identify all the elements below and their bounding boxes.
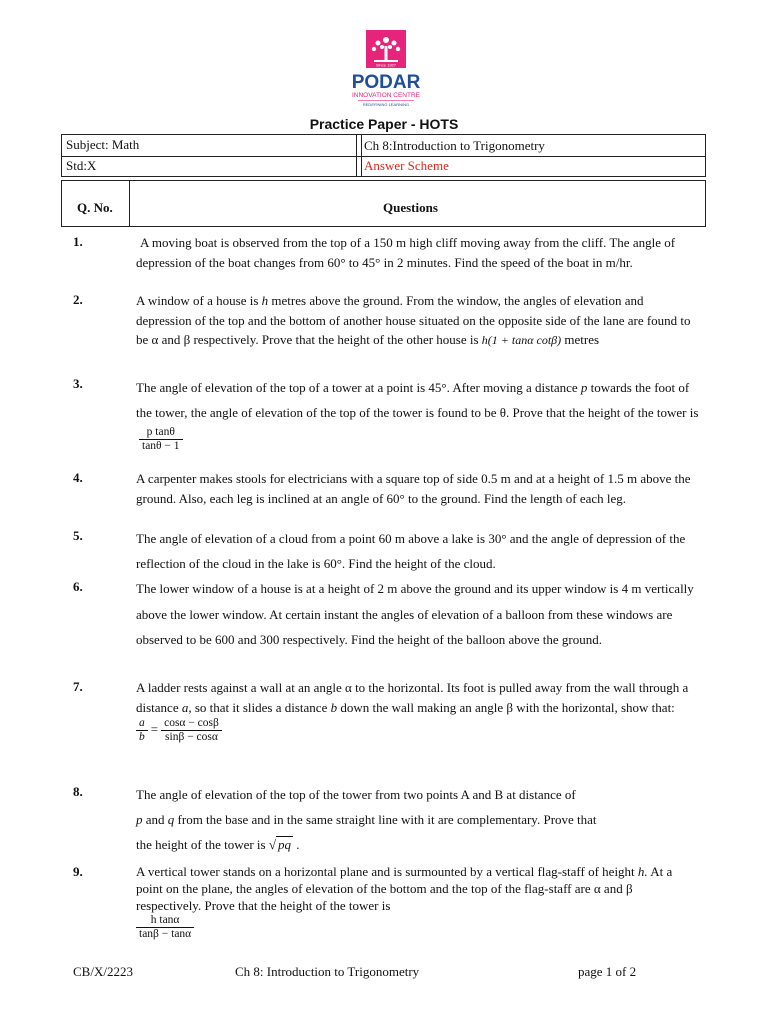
question-number: 6. [73,579,83,594]
std-label: Std:X [66,158,97,173]
svg-text:Since 1927: Since 1927 [375,62,397,68]
questions-header: Questions [383,200,438,215]
footer-page: page 1 of 2 [578,964,637,979]
svg-text:INNOVATION CENTRE: INNOVATION CENTRE [351,92,421,99]
svg-text:REDEFINING LEARNING: REDEFINING LEARNING [362,102,410,107]
question-number: 1. [73,234,83,249]
question-number: 5. [73,528,83,543]
question-number: 7. [73,679,83,694]
question-text: A window of a house is h metres above the ground. From the window, the angles of elevation and depression of the top and the bottom of another house situated on the opposite side of the lane are found to be α and β respectively. Prove that the height of the other house is h(1 + tanα cotβ) metres [136,293,691,347]
chapter-label: Ch 8:Introduction to Trigonometry [364,138,545,153]
footer-code: CB/X/2223 [73,964,133,979]
question-number: 3. [73,376,83,391]
subject-label: Subject: Math [66,137,140,152]
qno-header: Q. No. [77,200,113,215]
question-text: The angle of elevation of a cloud from a point 60 m above a lake is 30° and the angle of depression of the reflection of the cloud in the lake is 60°. Find the height of the cloud. [136,531,686,571]
question-number: 9. [73,864,83,879]
podar-logo [336,28,436,112]
question-text: The angle of elevation of the top of a tower at a point is 45°. After moving a distance p towards the foot of the tower, the angle of elevation of the top of the tower is found to be θ. Prove that the height of the tower is $\frac{\text{p tanθ}}{\tan\theta - 1}$ [136,380,699,452]
answer-scheme-label: Answer Scheme [364,158,449,173]
fraction: $\frac{\text{h tanα}}{\tan\beta - \tan\alpha}$ [136,914,194,941]
footer-chapter: Ch 8: Introduction to Trigonometry [235,964,420,979]
question-text: The lower window of a house is at a height of 2 m above the ground and its upper window is 4 m vertically above the lower window. At certain instant the angles of elevation of a balloon from these windows are observed to be 600 and 300 respectively. Find the height of the balloon above the ground. [136,581,694,647]
question-number: 4. [73,470,83,485]
question-text: A vertical tower stands on a horizontal plane and is surmounted by a vertical flag-staff of height h. At a point on the plane, the angles of elevation of the bottom and the top of the flag-staff are α and β respectively. Prove that the height of the tower is $\frac{\text{h tanα}}{\tan\beta - \tan\alpha}$ [136,864,673,940]
question-number: 2. [73,292,83,307]
question-text: A moving boat is observed from the top of a 150 m high cliff moving away from the cliff. The angle of depression of the boat changes from 60° to 45° in 2 minutes. Find the speed of the boat in m/hr. [136,235,676,270]
question-text: A ladder rests against a wall at an angle α to the horizontal. Its foot is pulled away from the wall through a distance a, so that it slides a distance b down the wall making an angle β with the horizontal, show that: $\frac{a}{b}$ = $\frac{\cos\alpha - \cos\beta}{\sin\beta - \cos\alpha}$ [136,680,689,743]
svg-text:PODAR: PODAR [351,72,421,93]
question-text: The angle of elevation of the top of the tower from two points A and B at distance of p and q from the base and in the same straight line with it are complementary. Prove that the height of the tower is √ pq . [136,787,597,852]
fraction: $\frac{\cos\alpha - \cos\beta}{\sin\beta - \cos\alpha}$ [161,717,222,744]
question-text: A carpenter makes stools for electricians with a square top of side 0.5 m and at a height of 1.5 m above the ground. Also, each leg is inclined at an angle of 60° to the ground. Find the length of each leg. [136,471,691,506]
question-number: 8. [73,784,83,799]
page-title: Practice Paper - HOTS [309,116,459,132]
fraction: $\frac{\text{p tanθ}}{\tan\theta - 1}$ [139,426,183,453]
fraction: $\frac{a}{b}$ [136,717,148,744]
